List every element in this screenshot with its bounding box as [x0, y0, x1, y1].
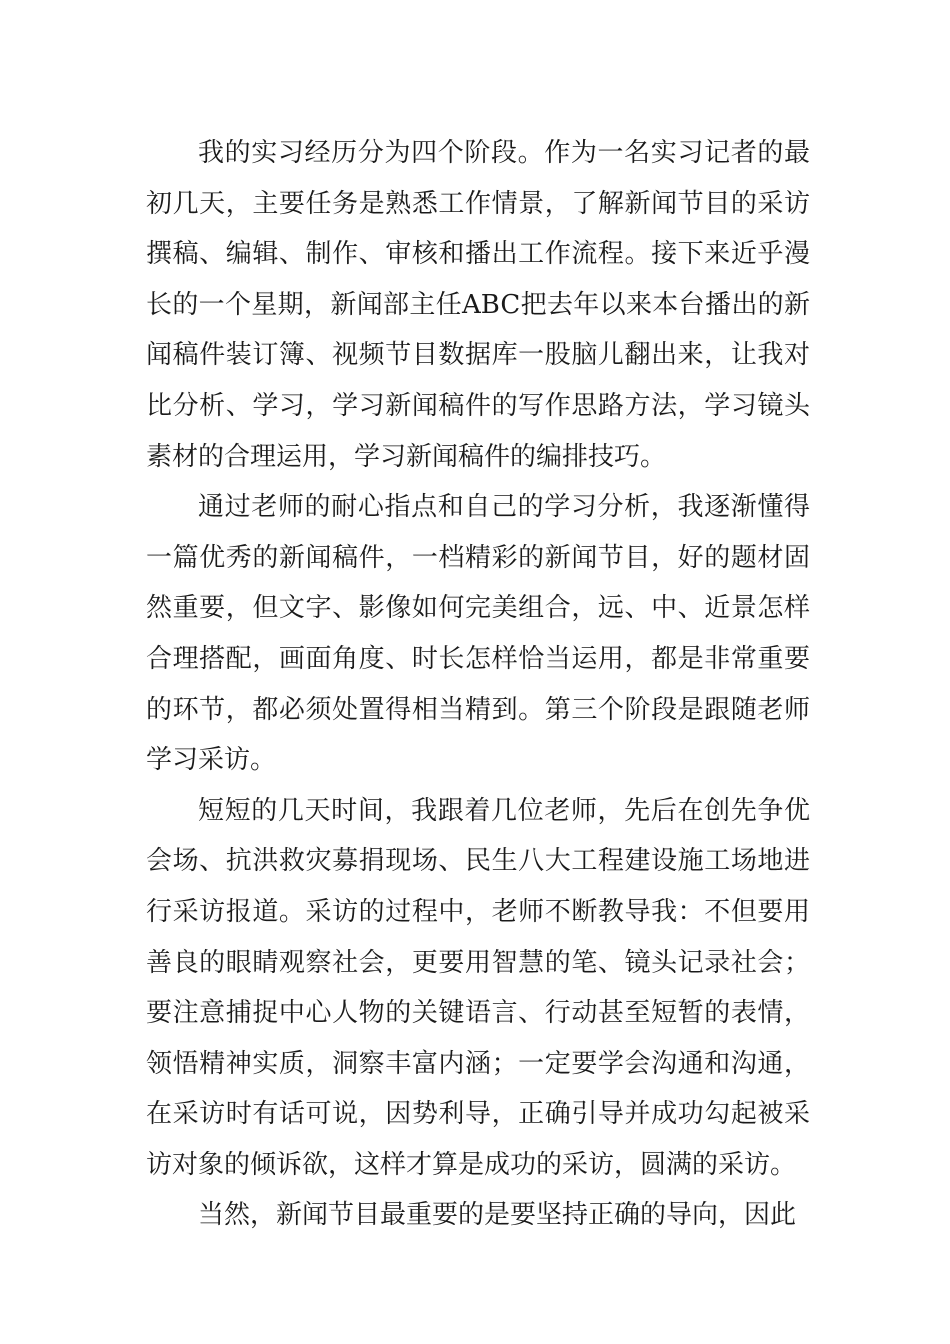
paragraph-1: 我的实习经历分为四个阶段。作为一名实习记者的最初几天，主要任务是熟悉工作情景，了解新闻节目的采访撰稿、编辑、制作、审核和播出工作流程。接下来近乎漫长的一个星期，新闻部主任ABC把去年以来本台播出的新闻稿件装订簿、视频节目数据库一股脑儿翻出来，让我对比分析、学习，学习新闻稿件的写作思路方法，学习镜头素材的合理运用，学习新闻稿件的编排技巧。 — [146, 138, 810, 472]
paragraph-2: 通过老师的耐心指点和自己的学习分析，我逐渐懂得一篇优秀的新闻稿件，一档精彩的新闻节目，好的题材固然重要，但文字、影像如何完美组合，远、中、近景怎样合理搭配，画面角度、时长怎样恰当运用，都是非常重要的环节，都必须处置得相当精到。第三个阶段是跟随老师学习采访。 — [146, 492, 810, 776]
paragraph-3: 短短的几天时间，我跟着几位老师，先后在创先争优会场、抗洪救灾募捐现场、民生八大工程建设施工场地进行采访报道。采访的过程中，老师不断教导我：不但要用善良的眼睛观察社会，更要用智慧的笔、镜头记录社会；要注意捕捉中心人物的关键语言、行动甚至短暂的表情，领悟精神实质，洞察丰富内涵；一定要学会沟通和沟通，在采访时有话可说，因势利导，正确引导并成功勾起被采访对象的倾诉欲，这样才算是成功的采访，圆满的采访。 — [146, 795, 810, 1180]
paragraph-4: 当然，新闻节目最重要的是要坚持正确的导向，因此 — [198, 1200, 797, 1231]
document-body — [146, 128, 810, 1241]
